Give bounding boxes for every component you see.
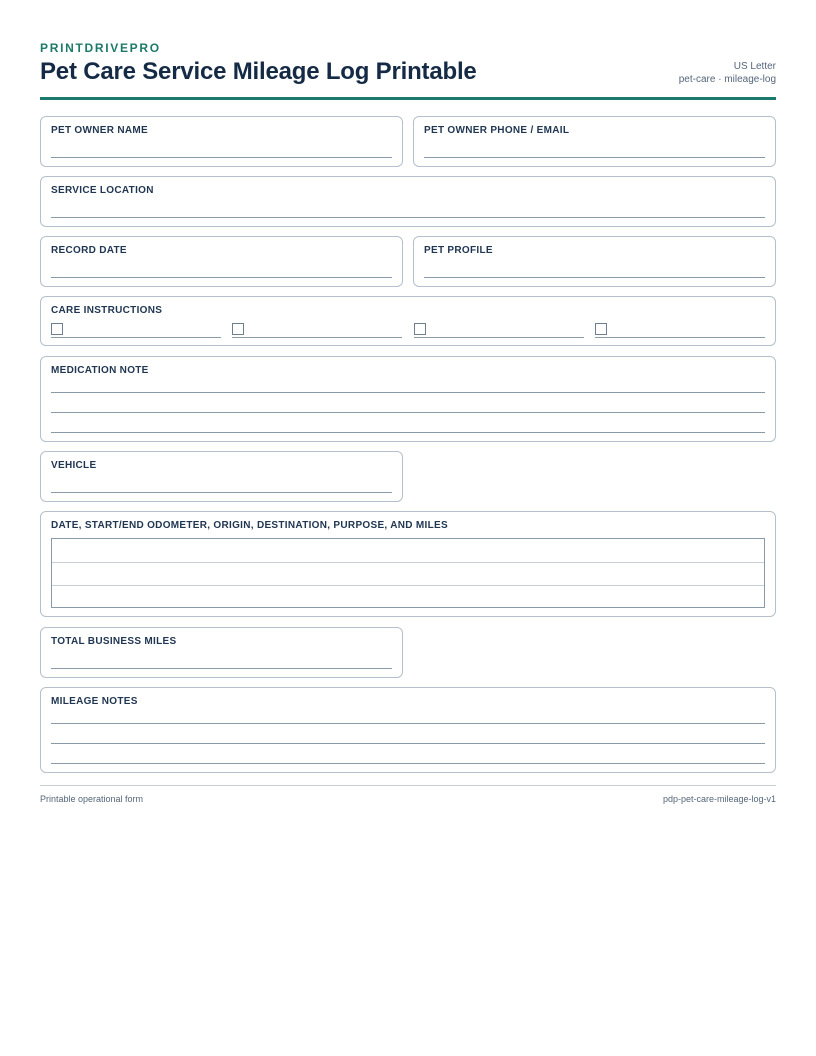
care-checkbox-1[interactable] <box>51 323 63 335</box>
owner-contact-label: PET OWNER PHONE / EMAIL <box>424 125 570 136</box>
record-date-writeline[interactable] <box>51 277 392 278</box>
medication-note-field <box>40 356 776 442</box>
footer-rule <box>40 785 776 786</box>
total-miles-field <box>40 627 403 678</box>
care-checkbox-4[interactable] <box>595 323 607 335</box>
record-date-field <box>40 236 403 287</box>
trip-log-label: DATE, START/END ODOMETER, ORIGIN, DESTINATION, PURPOSE, AND MILES <box>51 520 448 531</box>
form-header <box>40 40 776 100</box>
form-meta <box>679 60 776 86</box>
mileage-notes-writeline-1[interactable] <box>51 723 765 724</box>
owner-contact-field <box>413 116 776 167</box>
total-miles-label: TOTAL BUSINESS MILES <box>51 636 177 647</box>
service-location-field <box>40 176 776 227</box>
mileage-notes-writeline-2[interactable] <box>51 743 765 744</box>
care-checkbox-2[interactable] <box>232 323 244 335</box>
paper-size: US Letter <box>733 61 776 72</box>
page-title: Pet Care Service Mileage Log Printable <box>40 58 477 85</box>
care-writeline-4[interactable] <box>595 337 765 338</box>
mileage-notes-writeline-3[interactable] <box>51 763 765 764</box>
vehicle-label: VEHICLE <box>51 460 97 471</box>
owner-contact-writeline[interactable] <box>424 157 765 158</box>
medication-writeline-1[interactable] <box>51 392 765 393</box>
medication-note-label: MEDICATION NOTE <box>51 365 149 376</box>
owner-name-writeline[interactable] <box>51 157 392 158</box>
medication-writeline-2[interactable] <box>51 412 765 413</box>
care-writeline-1[interactable] <box>51 337 221 338</box>
service-location-writeline[interactable] <box>51 217 765 218</box>
vehicle-field <box>40 451 403 502</box>
footer-description: Printable operational form <box>40 794 144 804</box>
trip-log-row-divider-2 <box>52 585 764 586</box>
owner-name-label: PET OWNER NAME <box>51 125 148 136</box>
care-writeline-2[interactable] <box>232 337 402 338</box>
vehicle-writeline[interactable] <box>51 492 392 493</box>
care-instructions-field <box>40 296 776 346</box>
mileage-notes-label: MILEAGE NOTES <box>51 696 138 707</box>
total-miles-writeline[interactable] <box>51 668 392 669</box>
pet-profile-field <box>413 236 776 287</box>
brand-name: PRINTDRIVEPRO <box>40 41 161 55</box>
pet-profile-writeline[interactable] <box>424 277 765 278</box>
care-instructions-label: CARE INSTRUCTIONS <box>51 305 163 316</box>
header-rule <box>40 97 776 100</box>
care-writeline-3[interactable] <box>414 337 584 338</box>
record-date-label: RECORD DATE <box>51 245 127 256</box>
owner-name-field <box>40 116 403 167</box>
trip-log-field <box>40 511 776 617</box>
service-location-label: SERVICE LOCATION <box>51 185 154 196</box>
form-tags: pet-care · mileage-log <box>678 74 776 85</box>
trip-log-table <box>51 538 765 608</box>
trip-log-row-divider-1 <box>52 562 764 563</box>
mileage-notes-field <box>40 687 776 773</box>
footer-form-id: pdp-pet-care-mileage-log-v1 <box>662 794 776 804</box>
care-checkbox-3[interactable] <box>414 323 426 335</box>
medication-writeline-3[interactable] <box>51 432 765 433</box>
pet-profile-label: PET PROFILE <box>424 245 493 256</box>
